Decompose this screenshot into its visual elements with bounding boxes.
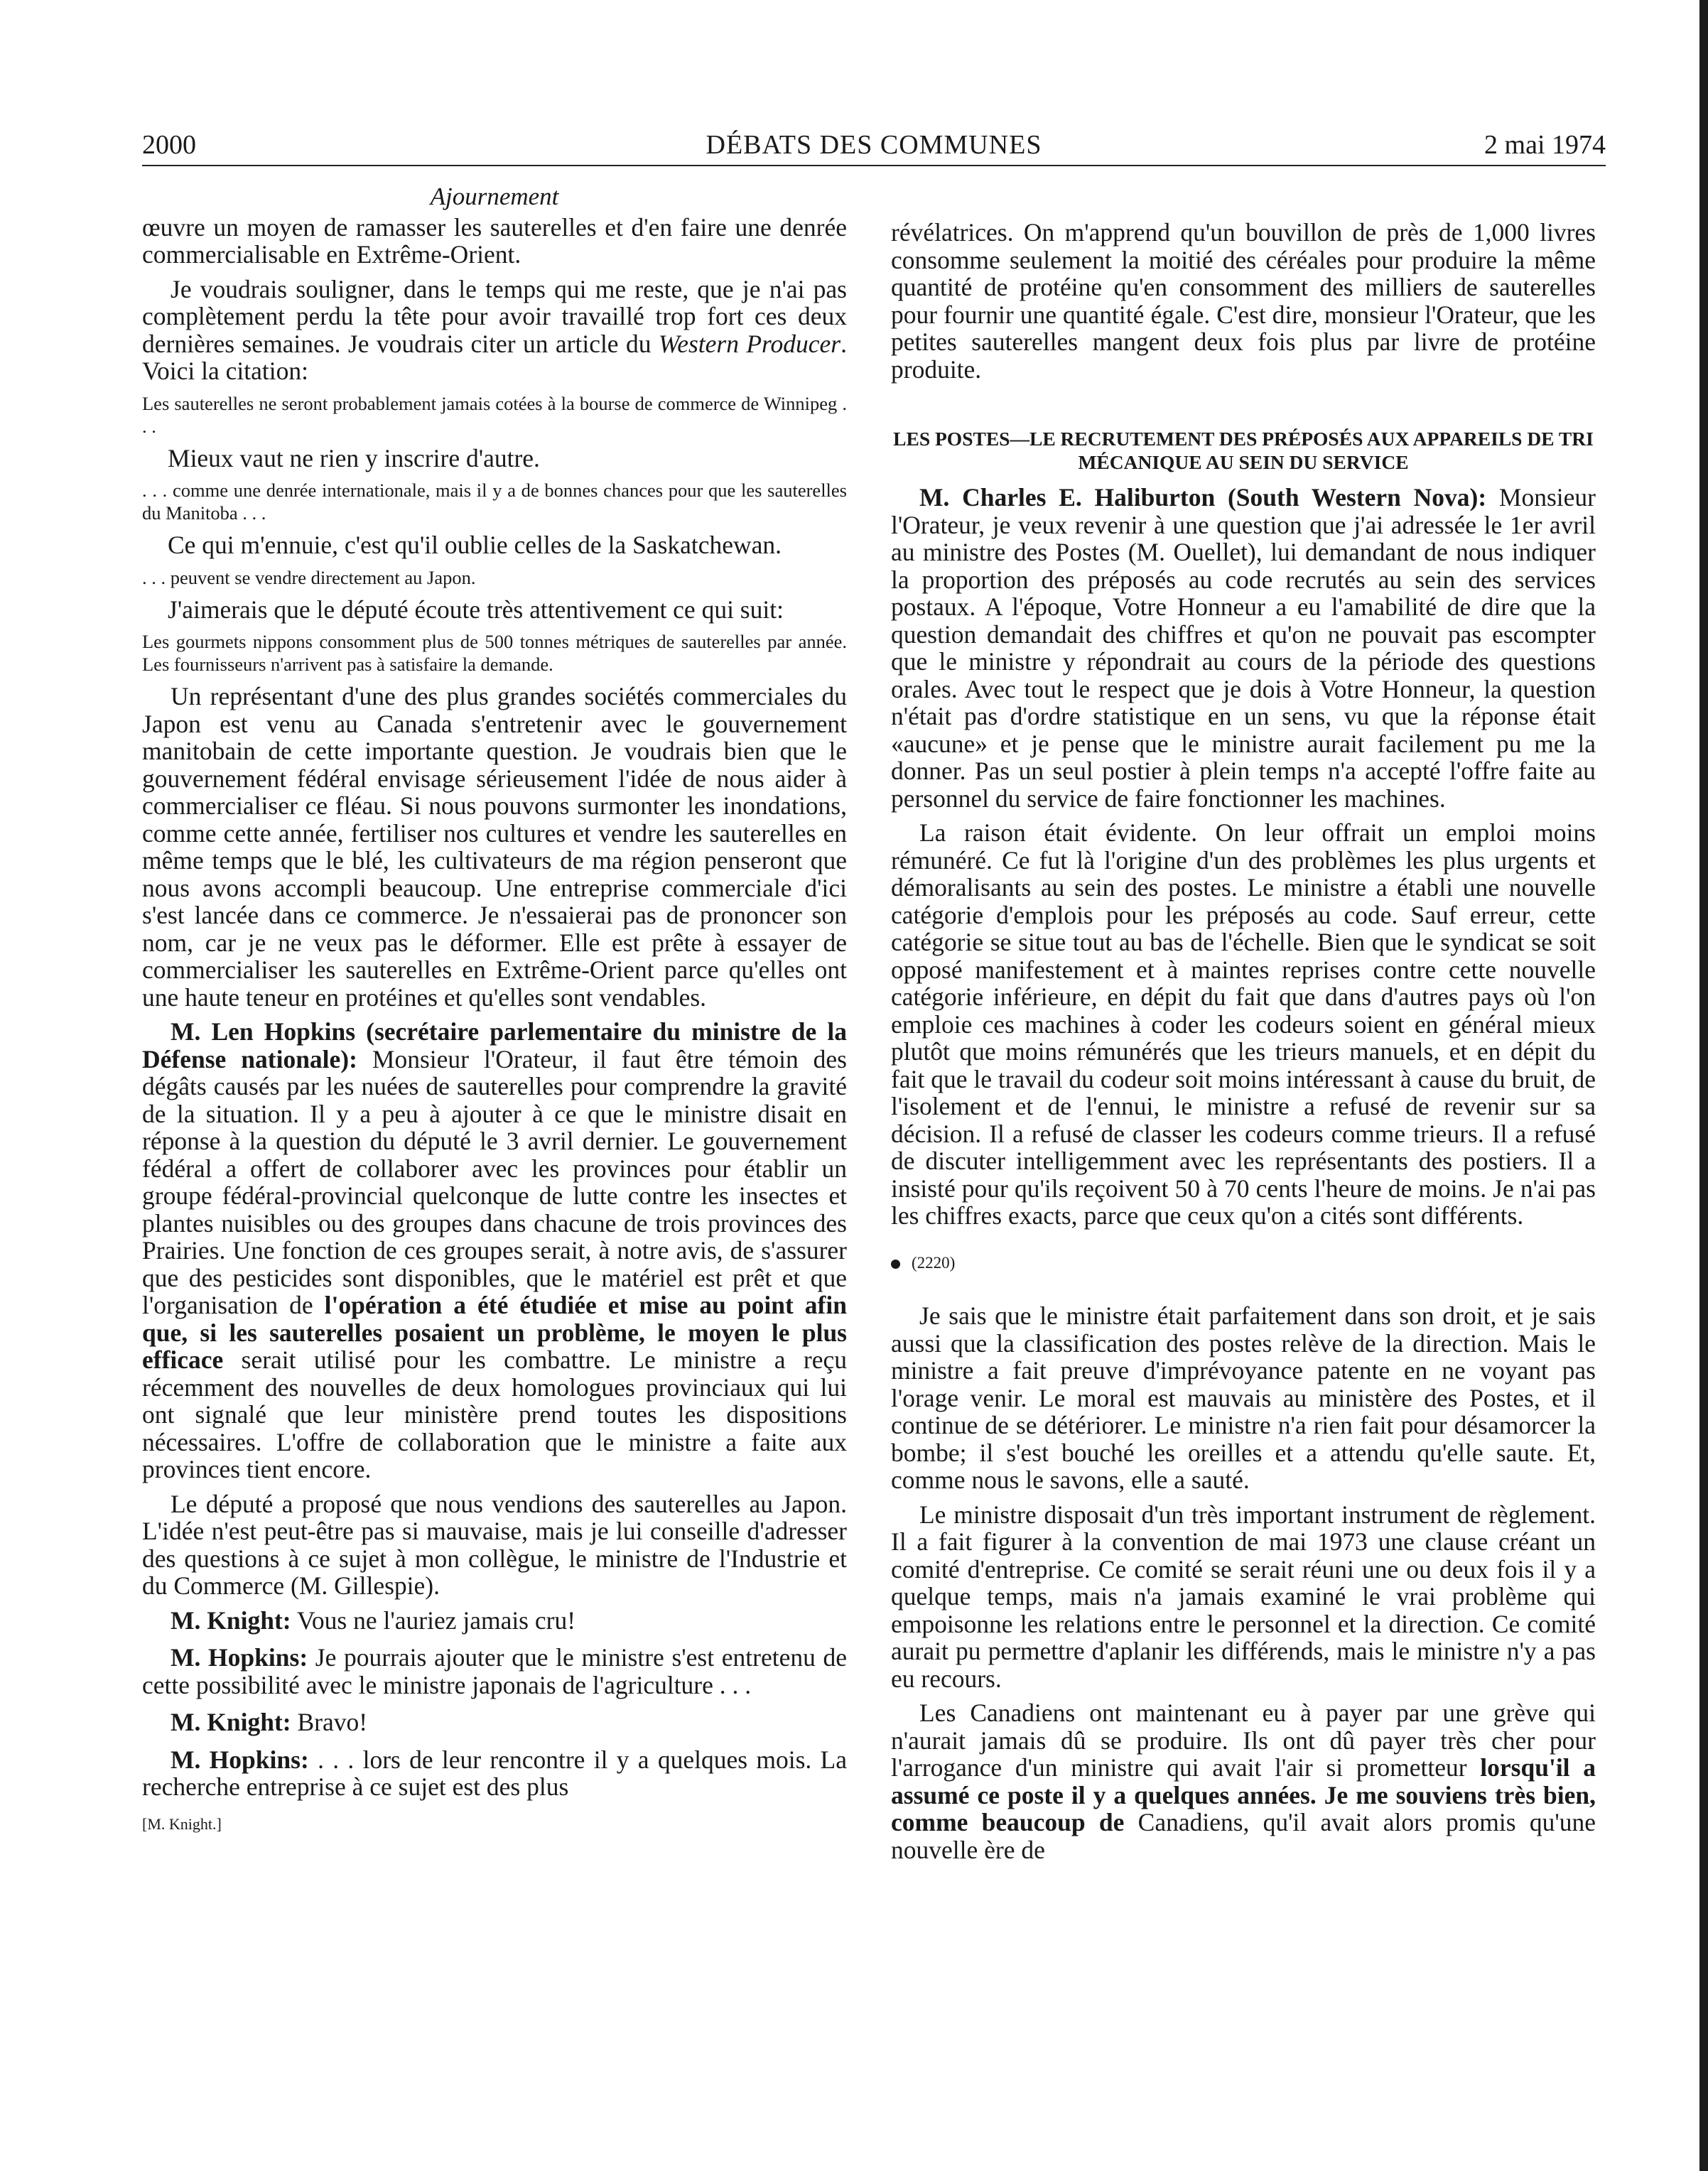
paragraph: Mieux vaut ne rien y inscrire d'autre. bbox=[168, 443, 540, 472]
quotation: . . . comme une denrée internationale, mais il y a de bonnes chances pour que les sauterelles du Manitoba . . . bbox=[142, 480, 847, 524]
left-column bbox=[142, 183, 847, 1838]
page-date: 2 mai 1974 bbox=[1484, 130, 1606, 160]
paragraph: Les Canadiens ont maintenant eu à payer par une grève qui n'aurait jamais dû se produire. Ils ont dû payer très cher pour l'arrogance d'un ministre qui avait l'air si prometteur lorsqu'il a assumé ce poste il y a quelques années. Je me souviens très bien, comme beaucoup de Canadiens, qu'il avait alors promis qu'une nouvelle ère de bbox=[891, 1699, 1596, 1864]
paragraph: Le ministre disposait d'un très important instrument de règlement. Il a fait figurer à la convention de mai 1973 une clause créant un comité d'entreprise. Ce comité se serait réuni une ou deux fois il y a quelque temps, mais n'a jamais examiné le vrai problème qui empoisonne les relations entre le personnel et la direction. Ce comité aurait pu permettre d'aplanir les différends, mais le ministre n'y a pas eu recours. bbox=[891, 1500, 1596, 1693]
paragraph: La raison était évidente. On leur offrait un emploi moins rémunéré. Ce fut là l'origine d'un des problèmes les plus urgents et démoralisants au sein des postes. Le ministre a établi une nouvelle catégorie d'emplois pour les préposés au code. Sauf erreur, cette catégorie se situe tout au bas de l'échelle. Bien que le syndicat se soit opposé manifestement et à maintes reprises contre cette nouvelle catégorie inférieure, en dépit du fait que dans d'autres pays où l'on emploie ces machines à coder les codeurs soient en général mieux plutôt que moins rémunérés que les trieurs manuels, et en dépit du fait que le travail du codeur soit moins intéressant à cause du bruit, de l'isolement et de l'ennui, le ministre a refusé de revenir sur sa décision. Il a refusé de classer les codeurs comme trieurs. Il a refusé de discuter intelligemment avec les représentants des postiers. Il a insisté pour qu'ils reçoivent 50 à 70 cents l'heure de moins. Je n'ai pas les chiffres exacts, parce que ceux qu'on a cités sont différents. bbox=[891, 818, 1596, 1230]
section-label: Ajournement bbox=[430, 183, 559, 210]
speaker-name: M. Knight: bbox=[171, 1708, 291, 1736]
paragraph: J'aimerais que le député écoute très attentivement ce qui suit: bbox=[168, 595, 784, 624]
header-rule bbox=[142, 165, 1606, 166]
paragraph: Je voudrais souligner, dans le temps qui me reste, que je n'ai pas complètement perdu la tête pour avoir travaillé trop fort ces deux dernières semaines. Je voudrais citer un article du Western Producer. Voici la citation: bbox=[142, 274, 847, 385]
page-number: 2000 bbox=[142, 130, 196, 160]
right-column bbox=[891, 219, 1596, 1870]
running-title: DÉBATS DES COMMUNES bbox=[706, 130, 1042, 160]
publication-title: Western Producer bbox=[658, 329, 841, 358]
page-header bbox=[142, 126, 1606, 163]
scan-edge-bar bbox=[1699, 0, 1708, 2171]
quotation: Les gourmets nippons consomment plus de 500 tonnes métriques de sauterelles par année. Les fournisseurs n'arrivent pas à satisfaire la demande. bbox=[142, 631, 847, 675]
speaker-name: M. Hopkins: bbox=[171, 1643, 308, 1672]
paragraph: Le député a proposé que nous vendions des sauterelles au Japon. L'idée n'est peut-être pas si mauvaise, mais je lui conseille d'adresser des questions à ce sujet à mon collègue, le ministre de l'Industrie et du Commerce (M. Gillespie). bbox=[142, 1489, 847, 1600]
speech: M. Hopkins: . . . lors de leur rencontre il y a quelques mois. La recherche entreprise à ce sujet est des plus bbox=[142, 1745, 847, 1801]
speaker-name: M. Len Hopkins (secrétaire parlementaire du ministre de la Défense nationale): bbox=[142, 1017, 847, 1073]
speech: M. Knight: Bravo! bbox=[171, 1708, 368, 1736]
speech: M. Hopkins: Je pourrais ajouter que le ministre s'est entretenu de cette possibilité avec le ministre japonais de l'agriculture . . . bbox=[142, 1643, 847, 1699]
quotation: . . . peuvent se vendre directement au Japon. bbox=[142, 566, 476, 588]
speaker-name: M. Hopkins: bbox=[171, 1745, 309, 1774]
bullet-dot-icon bbox=[891, 1260, 900, 1269]
paragraph: Un représentant d'une des plus grandes sociétés commerciales du Japon est venu au Canada s'entretenir avec le gouvernement manitobain de cette importante question. Je voudrais bien que le gouvernement fédéral envisage sérieusement l'idée de nous aider à commercialiser ce fléau. Si nous pouvons surmonter les inondations, comme cette année, fertiliser nos cultures et vendre les sauterelles en même temps que le blé, les cultivateurs de ma région penseront que nous avons accompli beaucoup. Une entreprise commerciale d'ici s'est lancée dans ce commerce. Je n'essaierai pas de prononcer son nom, car je ne veux pas le déformer. Elle est prête à essayer de commercialiser les sauterelles en Extrême-Orient parce qu'elles ont une haute teneur en protéines et qu'elles sont vendables. bbox=[142, 682, 847, 1012]
time-stamp: (2220) bbox=[891, 1250, 1596, 1277]
paragraph: Ce qui m'ennuie, c'est qu'il oublie celles de la Saskatchewan. bbox=[168, 531, 782, 559]
footnote: [M. Knight.] bbox=[142, 1814, 222, 1833]
speech: M. Len Hopkins (secrétaire parlementaire du ministre de la Défense nationale): Monsieur l'Orateur, il faut être témoin des dégâts causés par les nuées de sauterelles pour comprendre la gravité de la situation. Il y a peu à ajouter à ce que le ministre disait en réponse à la question du député le 3 avril dernier. Le gouvernement fédéral a offert de collaborer avec les provinces pour établir un groupe fédéral-provincial quelconque de lutte contre les insectes et plantes nuisibles ou des groupes dans chacune de trois provinces des Prairies. Une fonction de ces groupes serait, à notre avis, de s'assurer que des pesticides sont disponibles, que le matériel est prêt et que l'organisation de l'opération a été étudiée et mise au point afin que, si les sauterelles posaient un problème, le moyen le plus efficace serait utilisé pour les combattre. Le ministre a reçu récemment des nouvelles de deux homologues provinciaux qui lui ont signalé que leur ministère prend toutes les dispositions nécessaires. L'offre de collaboration que le ministre a faite aux provinces tient encore. bbox=[142, 1017, 847, 1483]
speaker-name: M. Knight: bbox=[171, 1606, 291, 1635]
speaker-name: M. Charles E. Haliburton (South Western Nova): bbox=[919, 483, 1487, 511]
paragraph: Je sais que le ministre était parfaitement dans son droit, et je sais aussi que la classification des postes relève de la direction. Mais le ministre a fait preuve d'imprévoyance patente en ne voyant pas l'orage venir. Le moral est mauvais au ministère des Postes, et il continue de se détériorer. Le ministre n'a rien fait pour désamorcer la bombe; il s'est bouché les oreilles et a attendu qu'elle saute. Et, comme nous le savons, elle a sauté. bbox=[891, 1301, 1596, 1494]
quotation: Les sauterelles ne seront probablement jamais cotées à la bourse de commerce de Winnipeg . . . bbox=[142, 392, 847, 437]
paragraph: œuvre un moyen de ramasser les sauterelles et d'en faire une denrée commercialisable en Extrême-Orient. bbox=[142, 212, 847, 269]
speech: M. Charles E. Haliburton (South Western Nova): Monsieur l'Orateur, je veux revenir à une question que j'ai adressée le 1er avril au ministre des Postes (M. Ouellet), lui demandant de nous indiquer la proportion des préposés au code recrutés au sein des services postaux. A l'époque, Votre Honneur a eu l'amabilité de dire que la question demandait des chiffres et qu'on ne pouvait pas escompter que le ministre y répondrait au cours de la période des questions orales. Avec tout le respect que je dois à Votre Honneur, la question n'était pas d'ordre statistique en un sens, vu que la réponse était «aucune» et je pense que le ministre aurait facilement pu me la donner. Pas un seul postier à plein temps n'a accepté l'offre faite au personnel du service de faire fonctionner les machines. bbox=[891, 483, 1596, 813]
paragraph: révélatrices. On m'apprend qu'un bouvillon de près de 1,000 livres consomme seulement la moitié des céréales pour produire la même quantité de protéine qu'en consomment des milliers de sauterelles pour fournir une quantité égale. C'est dire, monsieur l'Orateur, que les petites sauterelles mangent deux fois plus par livre de protéine produite. bbox=[891, 218, 1596, 384]
section-heading: LES POSTES—LE RECRUTEMENT DES PRÉPOSÉS AUX APPAREILS DE TRI MÉCANIQUE AU SEIN DU SERVICE bbox=[893, 428, 1594, 473]
speech: M. Knight: Vous ne l'auriez jamais cru! bbox=[171, 1606, 576, 1635]
